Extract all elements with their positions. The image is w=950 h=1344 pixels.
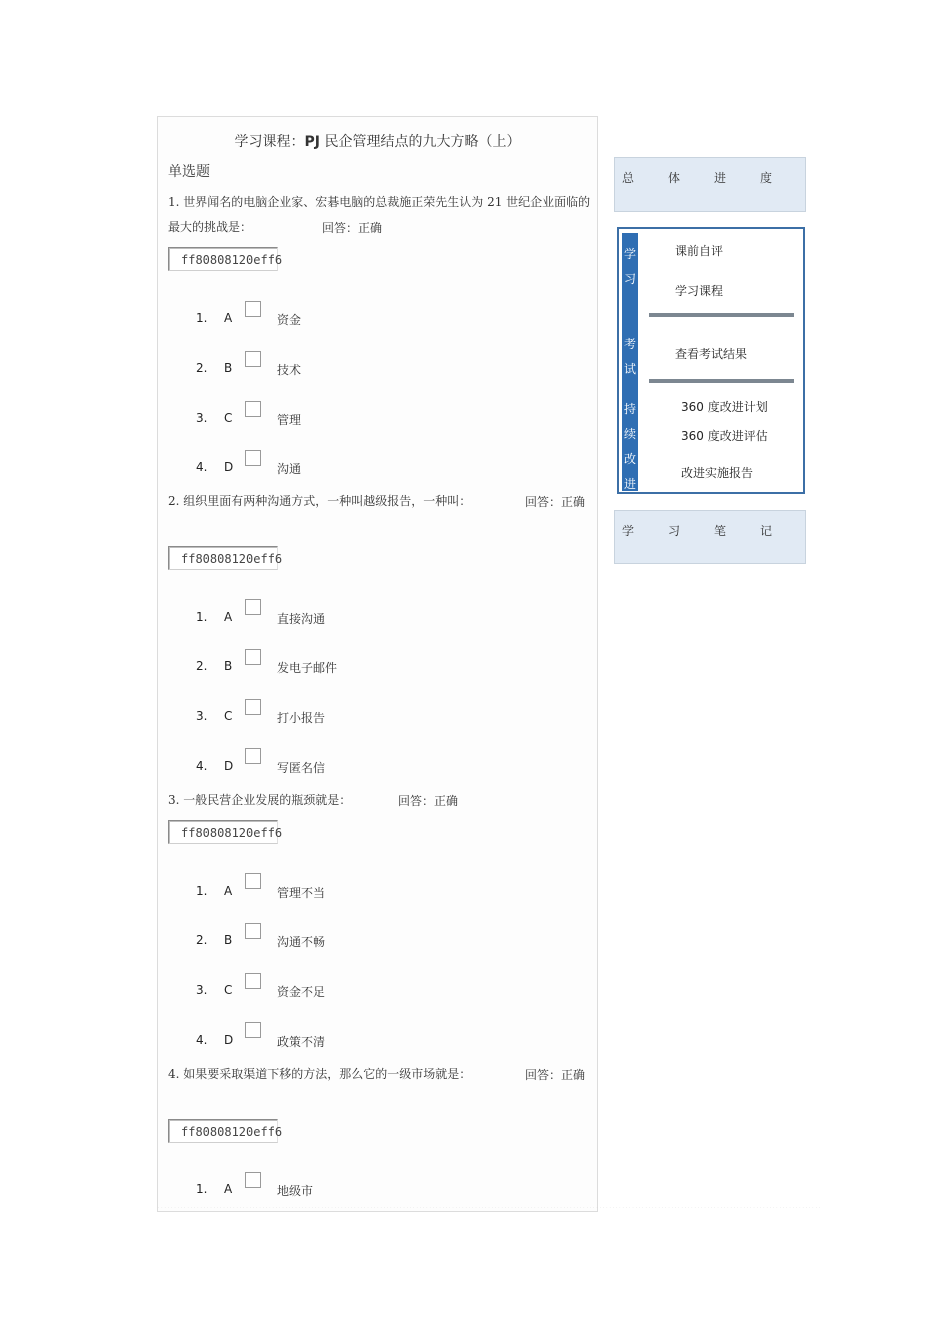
q1-option-4-letter: D: [224, 460, 234, 474]
menu-item-exam-results[interactable]: 查看考试结果: [675, 347, 748, 361]
q2-option-2-checkbox[interactable]: [245, 649, 261, 665]
strip-char-6: 续: [623, 427, 636, 441]
progress-heading-char-1: 总: [622, 171, 635, 185]
question-1-text: 1. 世界闻名的电脑企业家、宏碁电脑的总裁施正荣先生认为 21 世纪企业面临的最大的挑战是：: [168, 195, 591, 234]
menu-divider-2: [649, 379, 794, 383]
q4-option-1-letter: A: [224, 1182, 233, 1196]
q2-option-3-label: 打小报告: [277, 711, 326, 725]
q1-option-4-label: 沟通: [277, 462, 302, 476]
menu-item-improvement-eval[interactable]: 360 度改进评估: [681, 429, 768, 443]
notes-panel[interactable]: [614, 510, 806, 564]
q1-option-3-checkbox[interactable]: [245, 401, 261, 417]
strip-char-2: 习: [623, 272, 636, 286]
page-title: 学习课程：PJ 民企管理结点的九大方略（上）: [234, 134, 521, 150]
strip-char-5: 持: [623, 402, 636, 416]
q1-option-3-number: 3.: [196, 411, 208, 425]
q1-option-3-letter: C: [224, 411, 233, 425]
menu-item-pre-assessment[interactable]: 课前自评: [675, 244, 724, 258]
q3-option-1-number: 1.: [196, 884, 208, 898]
q1-option-2-checkbox[interactable]: [245, 351, 261, 367]
q1-option-1-label: 资金: [277, 313, 302, 327]
q2-option-3-checkbox[interactable]: [245, 699, 261, 715]
progress-heading-char-2: 体: [668, 171, 681, 185]
menu-item-implementation-report[interactable]: 改进实施报告: [681, 466, 754, 480]
q1-option-3-label: 管理: [277, 413, 302, 427]
notes-heading: [622, 522, 806, 539]
q3-option-1-label: 管理不当: [277, 886, 326, 900]
course-menu: [617, 227, 805, 494]
q3-option-1-letter: A: [224, 884, 233, 898]
question-2-text: 2. 组织里面有两种沟通方式，一种叫越级报告，一种叫：: [168, 494, 472, 508]
progress-heading: [622, 169, 806, 186]
menu-item-improvement-plan[interactable]: 360 度改进计划: [681, 400, 768, 414]
q3-option-2-letter: B: [224, 933, 233, 947]
q4-option-1-checkbox[interactable]: [245, 1172, 261, 1188]
progress-panel[interactable]: [614, 157, 806, 212]
question-2-answer: 回答：正确: [525, 495, 586, 509]
section-title: 单选题: [168, 164, 210, 180]
q1-option-1-checkbox[interactable]: [245, 301, 261, 317]
q2-option-4-letter: D: [224, 759, 234, 773]
q2-option-4-checkbox[interactable]: [245, 748, 261, 764]
q3-option-4-letter: D: [224, 1033, 234, 1047]
q1-option-4-number: 4.: [196, 460, 208, 474]
question-1-answer: 回答：正确: [322, 221, 383, 235]
q3-option-4-label: 政策不清: [277, 1035, 326, 1049]
q2-option-3-letter: C: [224, 709, 233, 723]
q2-option-1-letter: A: [224, 610, 233, 624]
q2-option-1-label: 直接沟通: [277, 612, 326, 626]
q2-option-2-letter: B: [224, 659, 233, 673]
q4-option-1-number: 1.: [196, 1182, 208, 1196]
q3-option-1-checkbox[interactable]: [245, 873, 261, 889]
q2-option-3-number: 3.: [196, 709, 208, 723]
q3-option-3-checkbox[interactable]: [245, 973, 261, 989]
strip-char-1: 学: [623, 247, 636, 261]
strip-char-8: 进: [623, 477, 636, 491]
q2-option-2-label: 发电子邮件: [277, 661, 338, 675]
question-1-id-field[interactable]: ff80808120eff6: [168, 247, 278, 271]
q1-option-1-number: 1.: [196, 311, 208, 325]
question-3-text: 3. 一般民营企业发展的瓶颈就是：: [168, 793, 352, 807]
menu-category-strip: [622, 233, 638, 491]
question-4-answer: 回答：正确: [525, 1068, 586, 1082]
q3-option-2-checkbox[interactable]: [245, 923, 261, 939]
question-4-text: 4. 如果要采取渠道下移的方法，那么它的一级市场就是：: [168, 1067, 472, 1081]
strip-char-4: 试: [623, 362, 636, 376]
q3-option-2-number: 2.: [196, 933, 208, 947]
footer-dots-divider: ···········································································································································································································: [158, 1205, 823, 1210]
q4-option-1-label: 地级市: [277, 1184, 314, 1198]
question-3-answer: 回答：正确: [398, 794, 459, 808]
q2-option-1-checkbox[interactable]: [245, 599, 261, 615]
q3-option-4-number: 4.: [196, 1033, 208, 1047]
q3-option-3-number: 3.: [196, 983, 208, 997]
menu-divider-1: [649, 313, 794, 317]
q1-option-1-letter: A: [224, 311, 233, 325]
q3-option-3-letter: C: [224, 983, 233, 997]
notes-heading-char-3: 笔: [714, 524, 727, 538]
q2-option-4-number: 4.: [196, 759, 208, 773]
strip-char-7: 改: [623, 452, 636, 466]
q1-option-2-letter: B: [224, 361, 233, 375]
q2-option-1-number: 1.: [196, 610, 208, 624]
q3-option-3-label: 资金不足: [277, 985, 326, 999]
progress-heading-char-3: 进: [714, 171, 727, 185]
question-2-id-field[interactable]: ff80808120eff6: [168, 546, 278, 570]
notes-heading-char-1: 学: [622, 524, 635, 538]
notes-heading-char-2: 习: [668, 524, 681, 538]
q1-option-2-number: 2.: [196, 361, 208, 375]
notes-heading-char-4: 记: [760, 524, 773, 538]
menu-item-study-course[interactable]: 学习课程: [675, 284, 724, 298]
q3-option-2-label: 沟通不畅: [277, 935, 326, 949]
q3-option-4-checkbox[interactable]: [245, 1022, 261, 1038]
q2-option-4-label: 写匿名信: [277, 761, 326, 775]
question-3-id-field[interactable]: ff80808120eff6: [168, 820, 278, 844]
strip-char-3: 考: [623, 337, 636, 351]
question-4-id-field[interactable]: ff80808120eff6: [168, 1119, 278, 1143]
q1-option-2-label: 技术: [277, 363, 302, 377]
progress-heading-char-4: 度: [760, 171, 773, 185]
q1-option-4-checkbox[interactable]: [245, 450, 261, 466]
q2-option-2-number: 2.: [196, 659, 208, 673]
